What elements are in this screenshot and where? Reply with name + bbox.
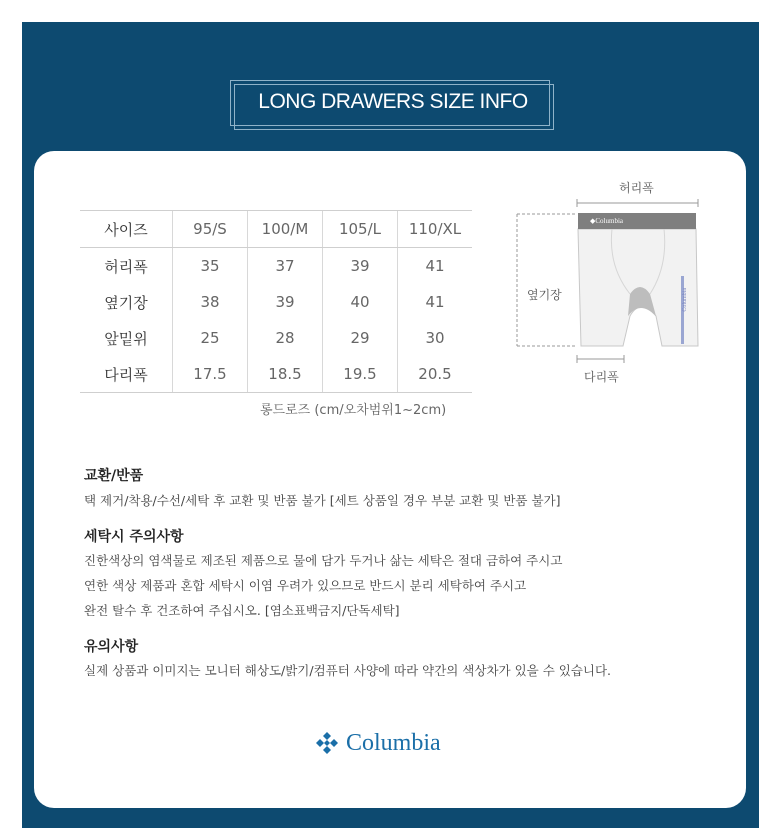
row-label: 앞밑위 [104, 329, 148, 348]
drawers-diagram [512, 176, 712, 386]
columbia-logo-text: Columbia [346, 729, 441, 756]
table-cell: 25 [173, 320, 248, 356]
leg-width-label: 다리폭 [584, 370, 619, 384]
waist-label: 허리폭 [619, 181, 654, 195]
section-title-notice: 유의사항 [84, 639, 139, 655]
table-cell: 17.5 [173, 356, 248, 393]
table-cell: 39 [248, 284, 323, 320]
waistband-logo-text: Columbia [595, 217, 624, 225]
table-cell: 41 [398, 248, 473, 285]
columbia-diamond-icon [312, 731, 342, 755]
side-length-label: 옆기장 [527, 288, 562, 302]
row-label: 옆기장 [104, 293, 148, 312]
measurement-note: 롱드로즈 (cm/오차범위1~2cm) [260, 403, 447, 418]
row-label: 다리폭 [80, 356, 173, 393]
columbia-logo [312, 728, 441, 758]
table-cell: 19.5 [323, 356, 398, 393]
table-cell: 39 [323, 248, 398, 285]
table-row [80, 356, 472, 393]
table-row [80, 248, 472, 285]
section-line: 진한색상의 염색물로 제조된 제품으로 물에 담가 두거나 삶는 세탁은 절대 금하여 주시고 [84, 553, 563, 568]
table-cell: 29 [323, 320, 398, 356]
row-label: 허리폭 [104, 257, 148, 276]
page-title: LONG DRAWERS SIZE INFO [258, 90, 528, 113]
table-row [80, 320, 472, 356]
table-row [80, 284, 472, 320]
leg-logo [682, 288, 688, 312]
title-box [230, 80, 550, 128]
size-table [80, 210, 472, 393]
table-cell: 20.5 [398, 356, 473, 393]
header-cell: 95/S [173, 211, 248, 248]
header-cell: 105/L [323, 211, 398, 248]
section-line: 택 제거/착용/수선/세탁 후 교환 및 반품 불가 [세트 상품일 경우 부분 교환 및 반품 불가] [84, 493, 561, 508]
header-cell: 사이즈 [80, 211, 173, 248]
leg-logo-text: Columbia [682, 288, 688, 312]
table-cell: 37 [248, 248, 323, 285]
waistband-logo: ◆Columbia [590, 217, 624, 225]
table-cell: 38 [173, 284, 248, 320]
table-cell: 28 [248, 320, 323, 356]
header-cell: 110/XL [398, 211, 473, 248]
header-cell: 100/M [248, 211, 323, 248]
table-cell: 35 [173, 248, 248, 285]
drawers-illustration [512, 176, 712, 376]
section-line: 완전 탈수 후 건조하여 주십시오. [염소표백금지/단독세탁] [84, 603, 400, 618]
section-title-washing: 세탁시 주의사항 [84, 529, 184, 545]
table-cell: 41 [398, 284, 473, 320]
table-cell: 40 [323, 284, 398, 320]
section-title-exchange: 교환/반품 [84, 468, 144, 484]
size-table-header [80, 211, 472, 248]
table-cell: 30 [398, 320, 473, 356]
table-cell: 18.5 [248, 356, 323, 393]
section-line: 실제 상품과 이미지는 모니터 해상도/밝기/컴퓨터 사양에 따라 약간의 색상차가 있을 수 있습니다. [84, 663, 612, 678]
section-line: 연한 색상 제품과 혼합 세탁시 이염 우려가 있으므로 반드시 분리 세탁하여 주시고 [84, 578, 527, 593]
